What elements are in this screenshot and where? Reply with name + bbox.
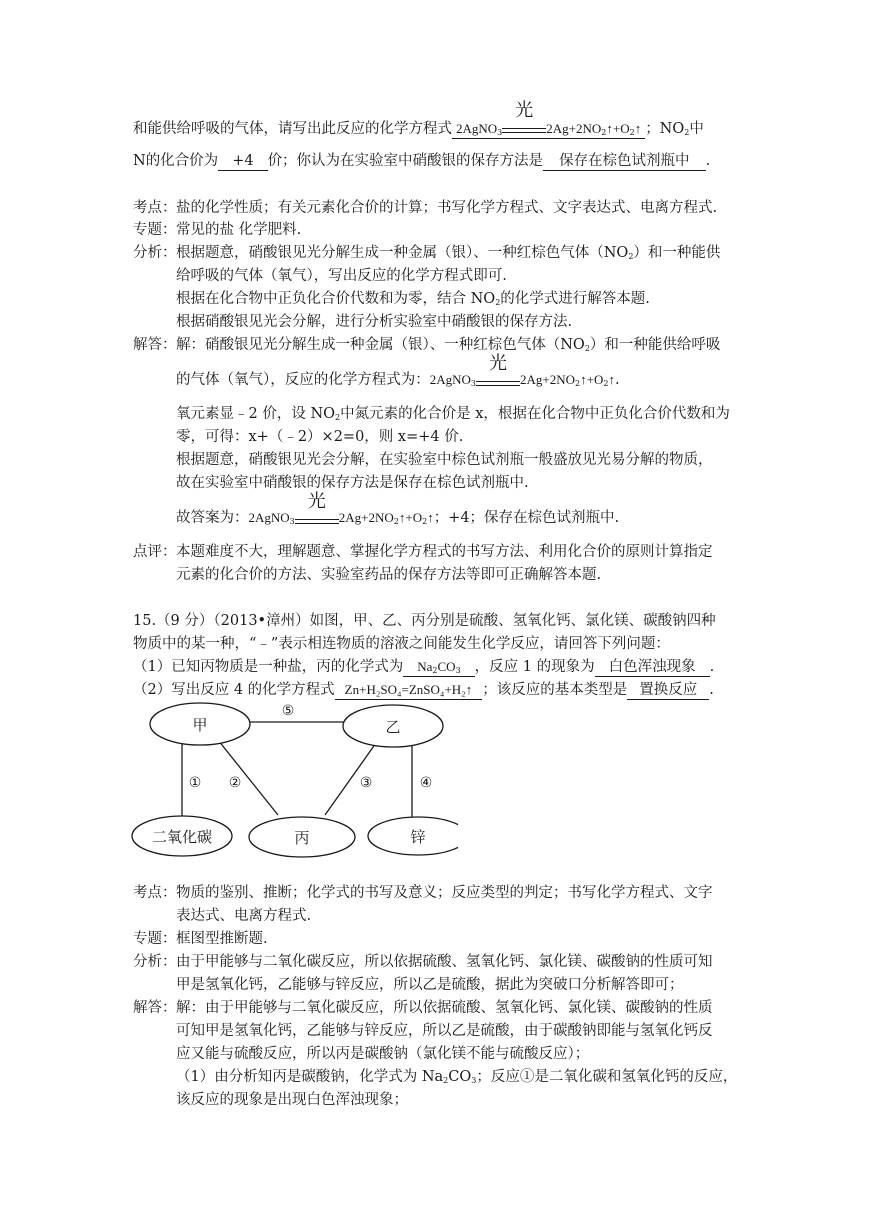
q15-stem-line1: 15.（9 分）（2013•漳州）如图，甲、乙、丙分别是硫酸、氢氧化钙、氯化镁、碳酸钠四种 — [133, 613, 716, 629]
answer-reaction-type: 置换反应 — [627, 681, 709, 700]
q14-jieda-line6: 故在实验室中硝酸银的保存方法是保存在棕色试剂瓶中. — [176, 475, 529, 491]
q14-jieda-line5: 根据题意，硝酸银见光会分解，在实验室中棕色试剂瓶一般盛放见光易分解的物质， — [176, 452, 713, 468]
q14-line2: N的化合价为 +4 价；你认为在实验室中硝酸银的保存方法是 保存在棕色试剂瓶中 . — [133, 153, 711, 169]
q14-jieda-line2: 的气体（氧气），反应的化学方程式为：2AgNO$_3$ 光 $2Ag+2NO_2↑+O_2↑$. — [176, 369, 620, 391]
q14-jieda-line7: 故答案为：2AgNO$_3$ 光 $2Ag+2NO_2↑+O_2↑$；+4；保存在棕色试剂瓶中. — [176, 507, 619, 529]
answer-valence: +4 — [218, 152, 267, 171]
edge-2-line — [218, 740, 278, 815]
answer-equation: 2AgNO$_3$ 光 $2Ag+2NO_2↑+O_2↑$ — [452, 116, 645, 139]
q14-jieda-line3: 氧元素显﹣2 价，设 $NO_2$中氮元素的化合价是 x，根据在化合物中正负化合价代数和为 — [176, 406, 730, 422]
edge-1-label: ① — [188, 775, 202, 791]
q15-zhuanti-text: 框图型推断题. — [176, 931, 268, 947]
light-condition-arrow-2: 光 — [476, 369, 520, 391]
answer-formula: $Na_2CO_3$ — [403, 658, 474, 677]
answer-phenomenon: 白色浑浊现象 — [595, 658, 710, 677]
q15-jieda-line2: 可知甲是氢氧化钙，乙能够与锌反应，所以乙是硫酸，由于碳酸钠即能与氢氧化钙反 — [176, 1023, 713, 1039]
edge-5-label: ⑤ — [281, 703, 295, 719]
q15-kaodian-label: 考点： — [133, 885, 177, 901]
q14-kaodian-text: 盐的化学性质；有关元素化合价的计算；书写化学方程式、文字表达式、电离方程式. — [176, 200, 718, 216]
q15-fenxi-line1: 由于甲能够与二氧化碳反应，所以依据硫酸、氢氧化钙、氯化镁、碳酸钠的性质可知 — [176, 954, 713, 970]
q15-jieda-label: 解答： — [133, 1000, 177, 1016]
q15-zhuanti-label: 专题： — [133, 931, 177, 947]
q14-jieda-line4: 零，可得：x+（﹣2）×2=0，则 x=+4 价. — [176, 429, 464, 445]
q14-fenxi-line2: 给呼吸的气体（氧气），写出反应的化学方程式即可. — [176, 268, 507, 284]
q15-fenxi-line2: 甲是氢氧化钙，乙能够与锌反应，所以乙是硫酸，据此为突破口分析解答即可； — [176, 977, 684, 993]
q14-fenxi-line4: 根据硝酸银见光会分解，进行分析实验室中硝酸银的保存方法. — [176, 314, 573, 330]
node-co2-label: 二氧化碳 — [151, 828, 213, 846]
q15-kaodian-line1: 物质的鉴别、推断；化学式的书写及意义；反应类型的判定；书写化学方程式、文字 — [176, 885, 713, 901]
q14-jieda-label: 解答： — [133, 337, 177, 353]
q14-fenxi-line1: 根据题意，硝酸银见光分解生成一种金属（银）、一种红棕色气体$(NO_2)$和一种能供 — [176, 245, 721, 261]
q14-fenxi-label: 分析： — [133, 245, 177, 261]
answer-equation-4: Zn+H₂SO₄=ZnSO₄+H₂↑ — [335, 681, 483, 700]
q14-fenxi-line3: 根据在化合物中正负化合价代数和为零，结合 $NO_2$的化学式进行解答本题. — [176, 291, 650, 307]
q14-dianping-label: 点评： — [133, 544, 177, 560]
q14-zhuanti-label: 专题： — [133, 222, 177, 238]
node-bing-label: 丙 — [294, 829, 310, 847]
light-condition-arrow: 光 — [502, 116, 546, 138]
node-zinc-label: 锌 — [410, 828, 426, 846]
node-yi-label: 乙 — [385, 718, 401, 736]
q14-jieda-line1: 解：硝酸银见光分解生成一种金属（银）、一种红棕色气体$(NO_2)$和一种能供给呼吸 — [176, 337, 721, 353]
q15-part2: （2）写出反应 4 的化学方程式 Zn+H₂SO₄=ZnSO₄+H₂↑ ；该反应的基本类型是 置换反应 . — [133, 682, 714, 698]
q15-jieda-line5: 该反应的现象是出现白色浑浊现象； — [176, 1092, 408, 1108]
node-jia-label: 甲 — [192, 716, 208, 734]
q15-jieda-line1: 解：由于甲能够与二氧化碳反应，所以依据硫酸、氢氧化钙、氯化镁、碳酸钠的性质 — [176, 1000, 713, 1016]
answer-storage: 保存在棕色试剂瓶中 — [543, 152, 706, 171]
q15-fenxi-label: 分析： — [133, 954, 177, 970]
edge-3-label: ③ — [359, 775, 373, 791]
q15-kaodian-line2: 表达式、电离方程式. — [176, 908, 312, 924]
q15-stem-line2: 物质中的某一种，“﹣”表示相连物质的溶液之间能发生化学反应，请回答下列问题： — [133, 636, 670, 652]
edge-4-label: ④ — [419, 775, 433, 791]
edge-2-label: ② — [228, 775, 242, 791]
q14-dianping-line2: 元素的化合价的方法、实验室药品的保存方法等即可正确解答本题. — [176, 567, 602, 583]
reaction-diagram — [128, 700, 458, 862]
q15-jieda-line4: （1）由分析知丙是碳酸钠，化学式为 $Na_2CO_3$；反应①是二氧化碳和氢氧化钙的反应， — [176, 1069, 738, 1085]
light-condition-arrow-3: 光 — [295, 507, 339, 529]
q14-kaodian-label: 考点： — [133, 200, 177, 216]
q15-jieda-line3: 应又能与硫酸反应，所以丙是碳酸钠（氯化镁不能与硫酸反应）； — [176, 1046, 590, 1062]
q14-line1: 和能供给呼吸的气体，请写出此反应的化学方程式 2AgNO$_3$ 光 $2Ag+2NO_2↑+O_2↑$ ；$NO_2$中 — [133, 100, 704, 137]
q14-dianping-line1: 本题难度不大，理解题意、掌握化学方程式的书写方法、利用化合价的原则计算指定 — [176, 544, 713, 560]
q15-part1: （1）已知丙物质是一种盐，丙的化学式为 $Na_2CO_3$ ，反应 1 的现象为 白色浑浊现象 . — [133, 659, 715, 675]
q14-zhuanti-text: 常见的盐 化学肥料. — [176, 222, 302, 238]
